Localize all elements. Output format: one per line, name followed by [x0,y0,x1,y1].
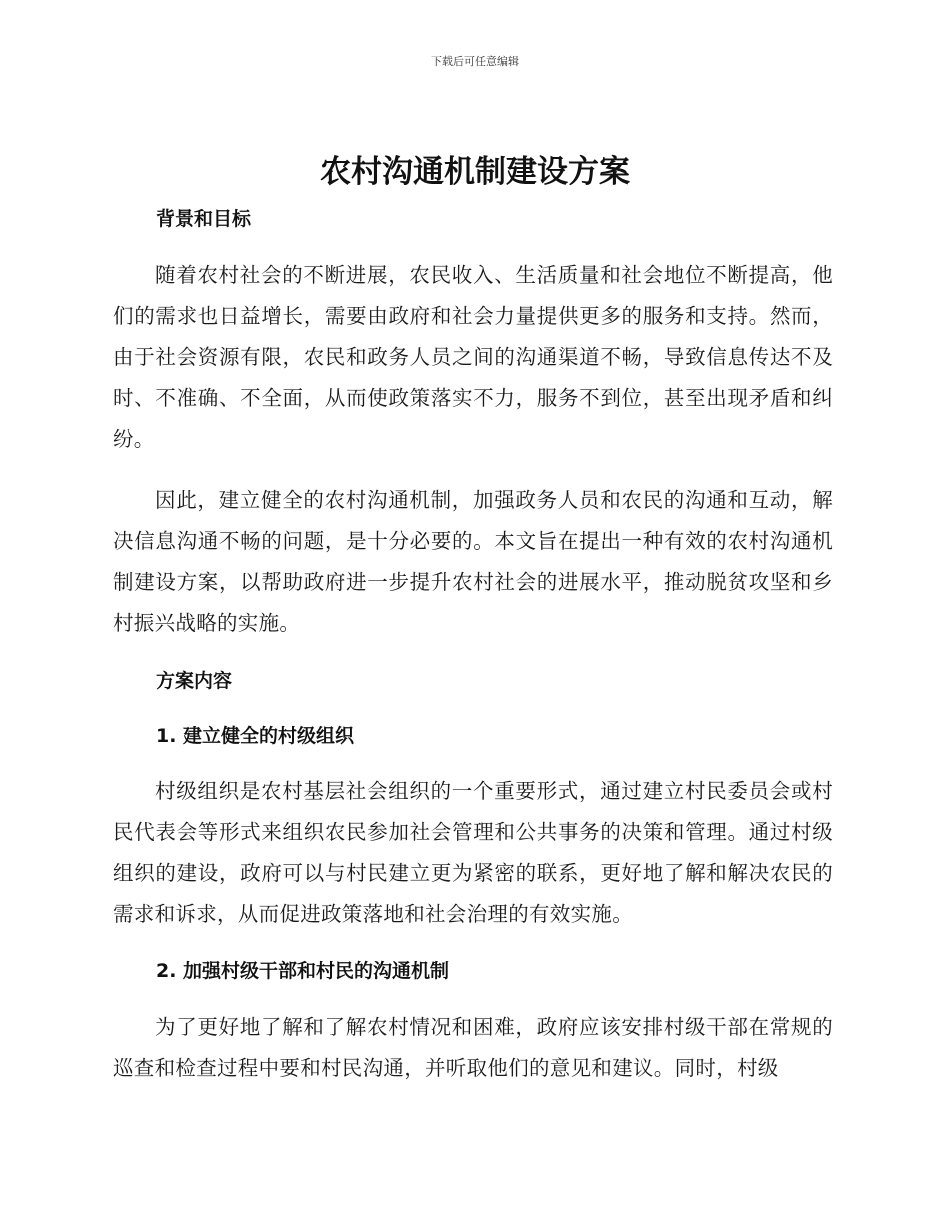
background-paragraph-1: 随着农村社会的不断进展，农民收入、生活质量和社会地位不断提高，他们的需求也日益增长，需要由政府和社会力量提供更多的服务和支持。然而，由于社会资源有限，农民和政务人员之间的沟通渠道不畅，导致信息传达不及时、不准确、不全面，从而使政策落实不力，服务不到位，甚至出现矛盾和纠纷。 [113,263,833,451]
item-heading-2: 2. 加强村级干部和村民的沟通机制 [156,960,450,982]
background-paragraph-2: 因此，建立健全的农村沟通机制，加强政务人员和农民的沟通和互动，解决信息沟通不畅的问题，是十分必要的。本文旨在提出一种有效的农村沟通机制建设方案，以帮助政府进一步提升农村社会的进展水平，推动脱贫攻坚和乡村振兴战略的实施。 [113,488,833,635]
page-header-note: 下载后可任意编辑 [431,55,519,68]
document-title: 农村沟通机制建设方案 [320,154,630,190]
item-1-paragraph: 村级组织是农村基层社会组织的一个重要形式，通过建立村民委员会或村民代表会等形式来组织农民参加社会管理和公共事务的决策和管理。通过村级组织的建设，政府可以与村民建立更为紧密的联系，更好地了解和解决农民的需求和诉求，从而促进政策落地和社会治理的有效实施。 [113,779,833,926]
section-heading-background: 背景和目标 [156,208,252,230]
section-heading-content: 方案内容 [156,670,233,692]
item-heading-1: 1. 建立健全的村级组织 [156,725,355,747]
item-2-paragraph: 为了更好地了解和了解农村情况和困难，政府应该安排村级干部在常规的巡查和检查过程中要和村民沟通，并听取他们的意见和建议。同时，村级 [113,1015,833,1080]
